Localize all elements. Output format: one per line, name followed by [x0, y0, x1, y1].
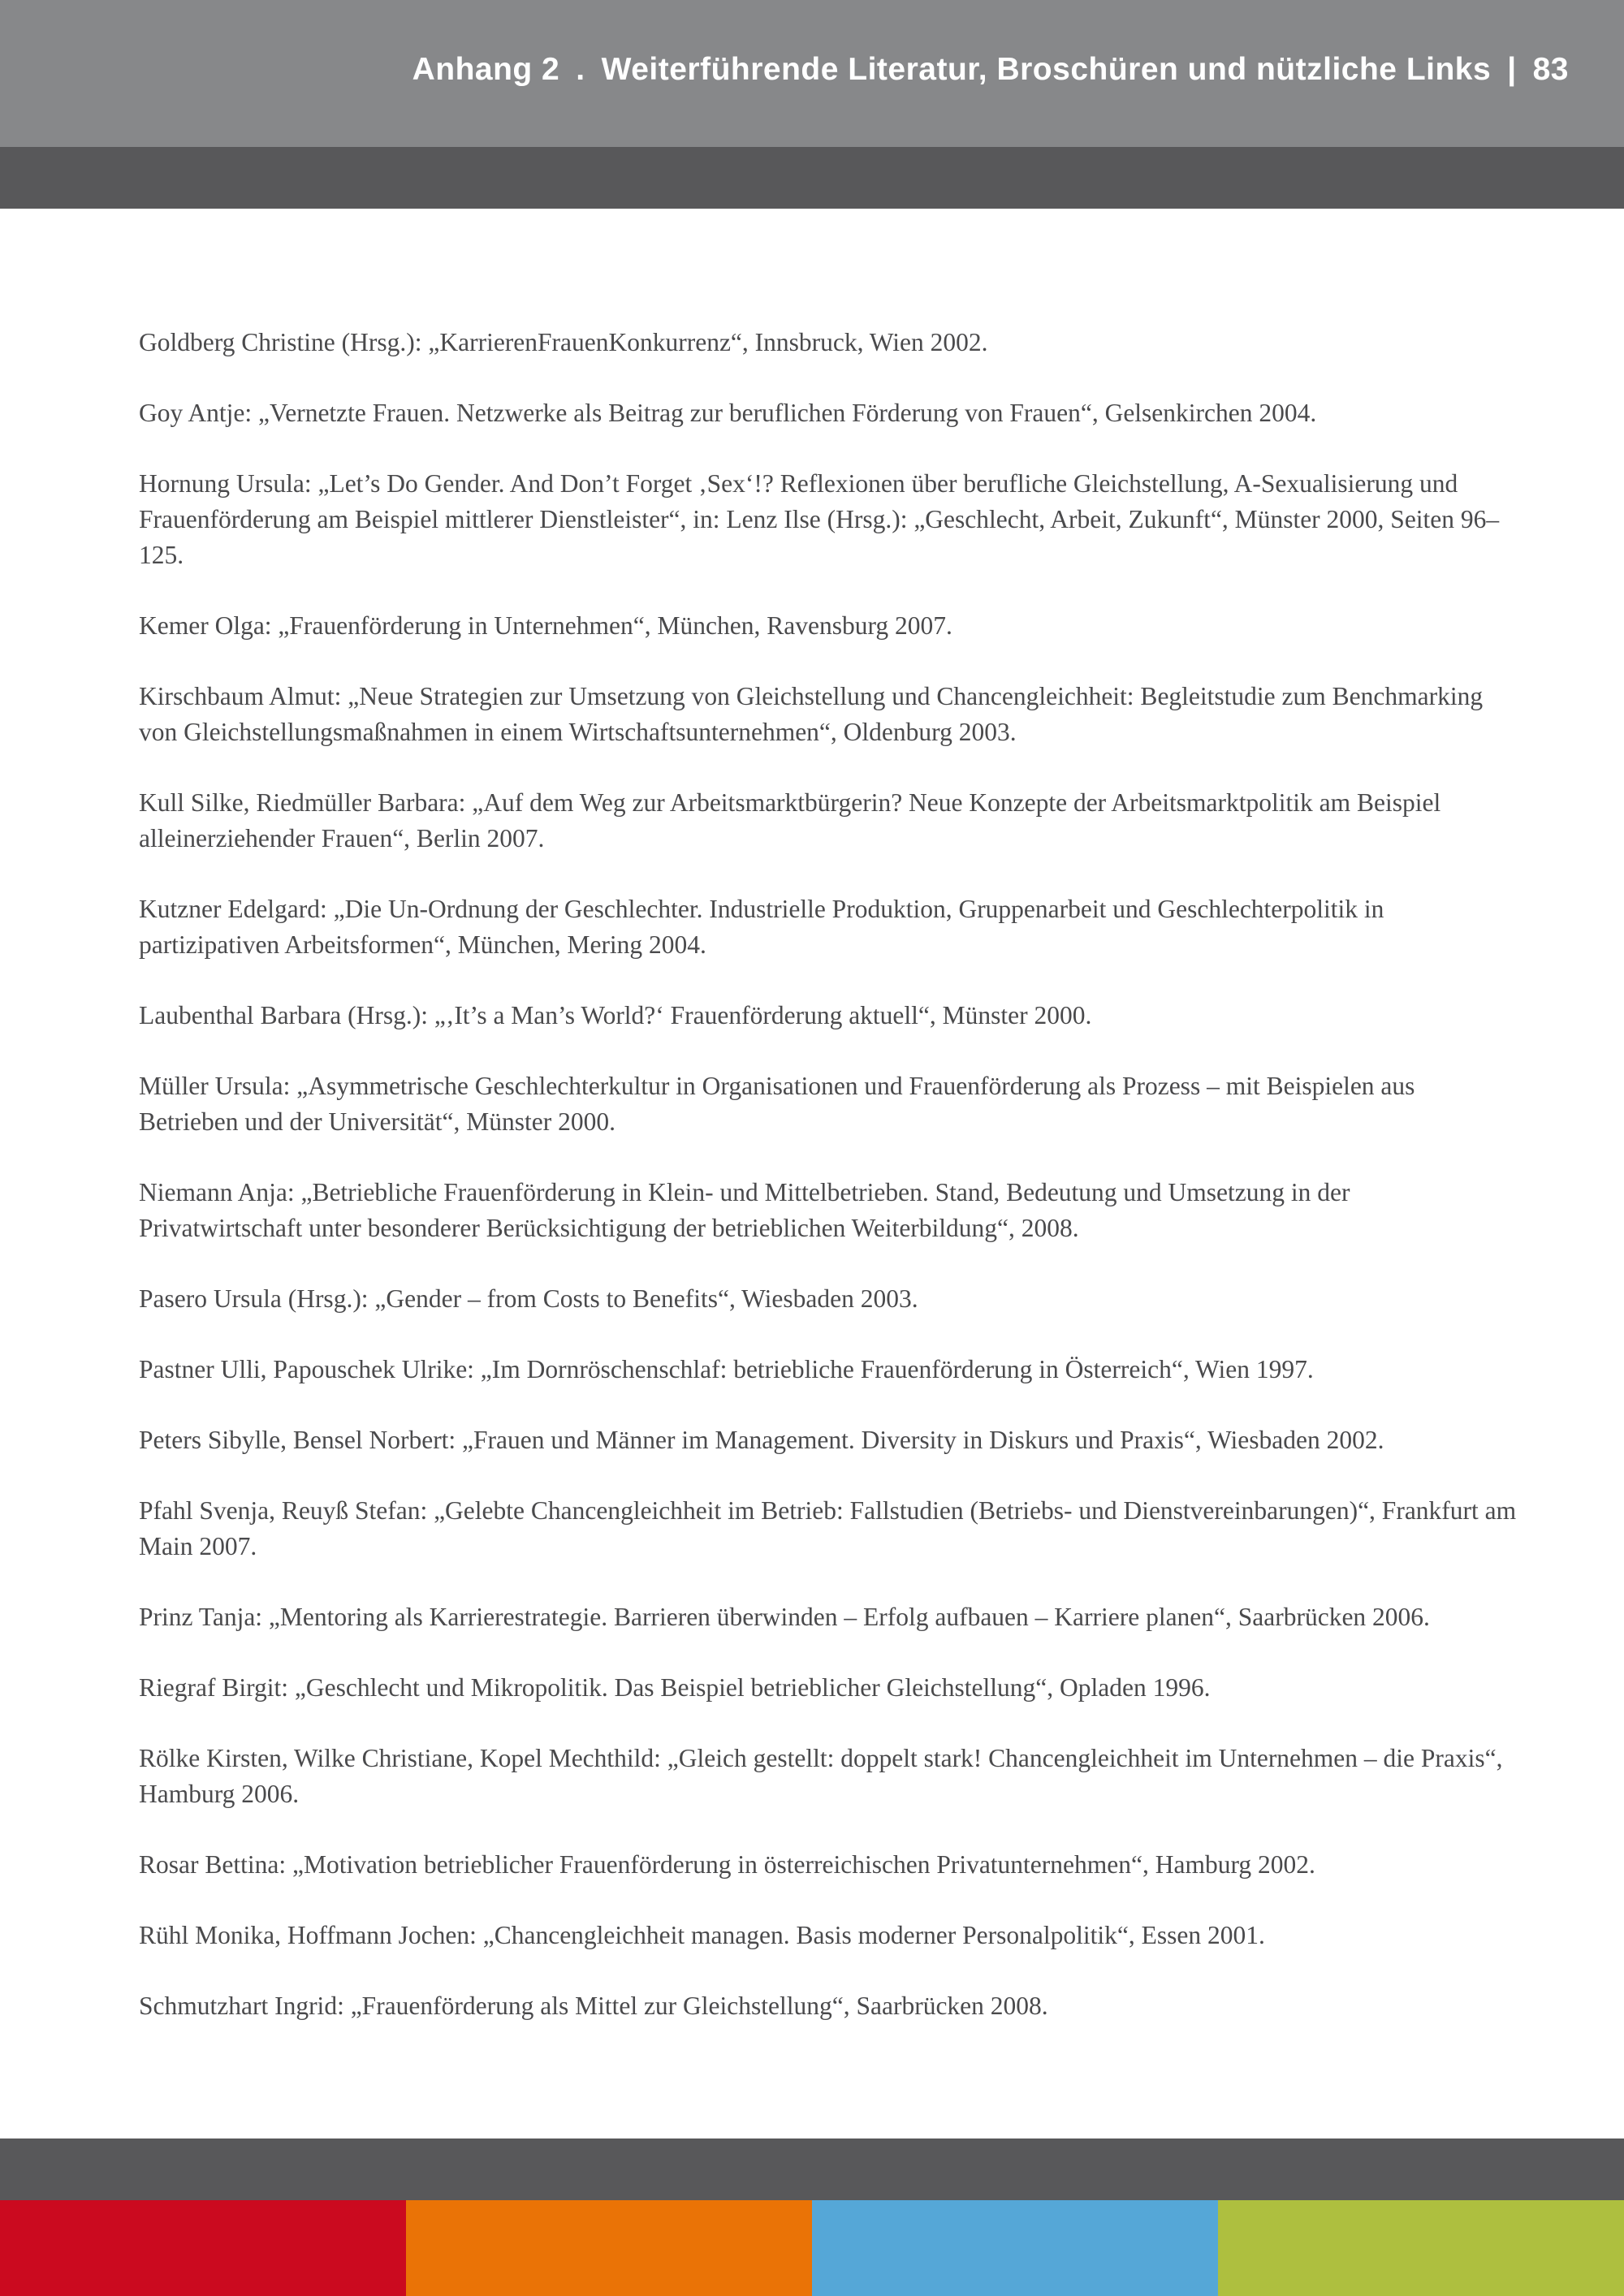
- reference-entry: Pasero Ursula (Hrsg.): „Gender – from Costs to Benefits“, Wiesbaden 2003.: [139, 1284, 918, 1313]
- running-title: [412, 52, 1569, 88]
- color-block-orange: [406, 2200, 812, 2296]
- reference-entry: Hornung Ursula: „Let’s Do Gender. And Don’t Forget ‚Sex‘!? Reflexionen über berufliche Gleichstellung, A-Sexualisierung und Frauenförderung am Beispiel mittlerer Dienstleister“, in: Lenz Ilse (Hrsg.): „Geschlecht, Arbeit, Zukunft“, Münster 2000, Seiten 96–125.: [139, 469, 1500, 569]
- reference-entry: Kutzner Edelgard: „Die Un-Ordnung der Geschlechter. Industrielle Produktion, Gruppenarbeit und Geschlechterpolitik in partizipativen Arbeitsformen“, München, Mering 2004.: [139, 895, 1384, 959]
- reference-entry: Schmutzhart Ingrid: „Frauenförderung als Mittel zur Gleichstellung“, Saarbrücken 2008.: [139, 1992, 1048, 2020]
- reference-entry: Riegraf Birgit: „Geschlecht und Mikropolitik. Das Beispiel betrieblicher Gleichstellung“, Opladen 1996.: [139, 1673, 1211, 1702]
- header-band: [0, 147, 1624, 209]
- reference-entry: Müller Ursula: „Asymmetrische Geschlechterkultur in Organisationen und Frauenförderung als Prozess – mit Beispielen aus Betrieben und der Universität“, Münster 2000.: [139, 1072, 1415, 1136]
- footer-band: [0, 2138, 1624, 2200]
- reference-entry: Rölke Kirsten, Wilke Christiane, Kopel Mechthild: „Gleich gestellt: doppelt stark! Chancengleichheit im Unternehmen – die Praxis“, Hamburg 2006.: [139, 1744, 1503, 1808]
- section-label: Anhang 2: [412, 52, 560, 87]
- color-block-blue: [812, 2200, 1218, 2296]
- reference-entry: Rühl Monika, Hoffmann Jochen: „Chancengleichheit managen. Basis moderner Personalpolitik“, Essen 2001.: [139, 1921, 1265, 1949]
- reference-entry: Rosar Bettina: „Motivation betrieblicher Frauenförderung in österreichischen Privatunternehmen“, Hamburg 2002.: [139, 1850, 1315, 1879]
- chapter-title: Weiterführende Literatur, Broschüren und nützliche Links: [601, 52, 1492, 87]
- color-strip: [0, 2200, 1624, 2296]
- page-number: 83: [1532, 52, 1569, 87]
- reference-entry: Niemann Anja: „Betriebliche Frauenförderung in Klein- und Mittelbetrieben. Stand, Bedeutung und Umsetzung in der Privatwirtschaft unter besonderer Berücksichtigung der betrieblichen Weiterbildung“, 2008.: [139, 1178, 1350, 1242]
- title-dot: .: [576, 52, 585, 87]
- reference-entry: Pfahl Svenja, Reuyß Stefan: „Gelebte Chancengleichheit im Betrieb: Fallstudien (Betriebs- und Dienstvereinbarungen)“, Frankfurt am Main 2007.: [139, 1496, 1517, 1560]
- reference-entry: Prinz Tanja: „Mentoring als Karrierestrategie. Barrieren überwinden – Erfolg aufbauen – Karriere planen“, Saarbrücken 2006.: [139, 1603, 1430, 1631]
- reference-entry: Kirschbaum Almut: „Neue Strategien zur Umsetzung von Gleichstellung und Chancengleichheit: Begleitstudie zum Benchmarking von Gleichstellungsmaßnahmen in einem Wirtschaftsunternehmen“, Oldenburg 2003.: [139, 682, 1484, 746]
- reference-entry: Laubenthal Barbara (Hrsg.): „‚It’s a Man’s World?‘ Frauenförderung aktuell“, Münster 2000.: [139, 1001, 1092, 1029]
- reference-entry: Kull Silke, Riedmüller Barbara: „Auf dem Weg zur Arbeitsmarktbürgerin? Neue Konzepte der Arbeitsmarktpolitik am Beispiel alleinerziehender Frauen“, Berlin 2007.: [139, 788, 1441, 852]
- reference-entry: Goldberg Christine (Hrsg.): „KarrierenFrauenKonkurrenz“, Innsbruck, Wien 2002.: [139, 328, 988, 356]
- color-block-red: [0, 2200, 406, 2296]
- color-block-green: [1218, 2200, 1624, 2296]
- page-header: [0, 0, 1624, 147]
- reference-entry: Peters Sibylle, Bensel Norbert: „Frauen und Männer im Management. Diversity in Diskurs und Praxis“, Wiesbaden 2002.: [139, 1426, 1384, 1454]
- reference-entry: Goy Antje: „Vernetzte Frauen. Netzwerke als Beitrag zur beruflichen Förderung von Frauen“, Gelsenkirchen 2004.: [139, 399, 1317, 427]
- title-pipe: |: [1507, 52, 1517, 87]
- reference-entry: Kemer Olga: „Frauenförderung in Unternehmen“, München, Ravensburg 2007.: [139, 611, 952, 640]
- reference-entry: Pastner Ulli, Papouschek Ulrike: „Im Dornröschenschlaf: betriebliche Frauenförderung in Österreich“, Wien 1997.: [139, 1355, 1314, 1383]
- reference-list: [139, 325, 1519, 2059]
